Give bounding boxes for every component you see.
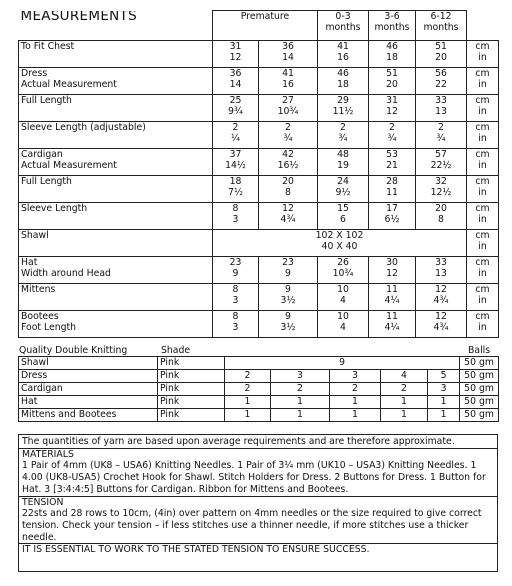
value-cell: 9 3½ — [259, 284, 318, 311]
value-cell: 36 14 — [259, 41, 318, 68]
value-cell: 28 11 — [369, 176, 416, 203]
yarn-item: Mittens and Bootees — [19, 409, 158, 422]
yarn-shade: Pink — [158, 409, 225, 422]
ball-count: 1 — [225, 396, 271, 409]
unit-cell: cm in — [467, 257, 499, 284]
unit-cell: cm in — [467, 149, 499, 176]
value-cell: 15 6 — [318, 203, 369, 230]
yarn-item: Dress — [19, 370, 158, 383]
yarn-shade-header: Shade — [161, 345, 191, 356]
ball-count: 4 — [381, 370, 428, 383]
measurement-row — [19, 122, 499, 149]
measurement-row — [19, 149, 499, 176]
value-cell: 11 4¼ — [369, 284, 416, 311]
ball-count: 3 — [428, 383, 460, 396]
yarn-row — [19, 396, 499, 409]
value-cell: 36 14 — [213, 68, 259, 95]
value-cell: 31 12 — [213, 41, 259, 68]
value-cell: 51 20 — [369, 68, 416, 95]
shawl-dimensions: 102 X 102 40 X 40 — [213, 230, 467, 257]
row-label: Dress Actual Measurement — [19, 68, 213, 95]
ball-count: 5 — [428, 370, 460, 383]
unit-cell: cm in — [467, 203, 499, 230]
row-label: Full Length — [19, 176, 213, 203]
tension-text: 22sts and 28 rows to 10cm, (4in) over pattern on 4mm needles or the size required to give correct tension. Check your tension – if less stitches use a thinner needle, if more stitches use a thicker needle. — [22, 508, 482, 543]
yarn-shade: Pink — [158, 370, 225, 383]
value-cell: 12 4¾ — [416, 311, 467, 338]
value-cell: 31 12 — [369, 95, 416, 122]
measurement-row — [19, 311, 499, 338]
unit-cell: cm in — [467, 284, 499, 311]
yarn-shade: Pink — [158, 383, 225, 396]
ball-count: 2 — [225, 370, 271, 383]
yarn-table — [18, 356, 499, 422]
value-cell: 2 ¾ — [416, 122, 467, 149]
ball-weight: 50 gm — [460, 409, 499, 422]
unit-cell: cm in — [467, 68, 499, 95]
essential-note: IT IS ESSENTIAL TO WORK TO THE STATED TENSION TO ENSURE SUCCESS. — [19, 543, 497, 556]
ball-count: 1 — [330, 396, 381, 409]
ball-weight: 50 gm — [460, 396, 499, 409]
value-cell: 8 3 — [213, 284, 259, 311]
ball-count: 3 — [271, 370, 330, 383]
value-cell: 10 4 — [318, 284, 369, 311]
ball-count: 2 — [381, 383, 428, 396]
value-cell: 17 6½ — [369, 203, 416, 230]
value-cell: 42 16½ — [259, 149, 318, 176]
yarn-row — [19, 370, 499, 383]
header-premature: Premature — [213, 11, 318, 41]
value-cell: 8 3 — [213, 203, 259, 230]
unit-cell: cm in — [467, 95, 499, 122]
quantities-note: The quantities of yarn are based upon average requirements and are therefore approximate. — [22, 436, 455, 447]
value-cell: 33 13 — [416, 257, 467, 284]
value-cell: 51 20 — [416, 41, 467, 68]
value-cell: 23 9 — [213, 257, 259, 284]
value-cell: 25 9¾ — [213, 95, 259, 122]
ball-weight: 50 gm — [460, 383, 499, 396]
value-cell: 12 4¾ — [259, 203, 318, 230]
value-cell: 48 19 — [318, 149, 369, 176]
ball-count: 9 — [225, 357, 460, 370]
yarn-shade: Pink — [158, 396, 225, 409]
measurement-row — [19, 41, 499, 68]
value-cell: 23 9 — [259, 257, 318, 284]
unit-cell: cm in — [467, 311, 499, 338]
measurement-row — [19, 284, 499, 311]
ball-count: 1 — [271, 409, 330, 422]
materials-text: 1 Pair of 4mm (UK8 – USA6) Knitting Needles. 1 Pair of 3¼ mm (UK10 – USA3) Knitting Needles. 1 4.00 (UK8-USA5) Crochet Hook for Shawl. Stitch Holders for Dress. 2 Buttons for Dress. 1 Button for Hat. 3 [3:4:4:5] Buttons for Cardigan. Ribbon for Mittens and Bootees. — [22, 460, 486, 495]
value-cell: 37 14½ — [213, 149, 259, 176]
ball-count: 1 — [225, 409, 271, 422]
header-3-6-months: 3-6 months — [369, 11, 416, 41]
measurement-row — [19, 68, 499, 95]
row-label: Sleeve Length (adjustable) — [19, 122, 213, 149]
yarn-shade: Pink — [158, 357, 225, 370]
row-label: Mittens — [19, 284, 213, 311]
value-cell: 20 8 — [259, 176, 318, 203]
row-label: To Fit Chest — [19, 41, 213, 68]
row-label: Bootees Foot Length — [19, 311, 213, 338]
unit-cell: cm in — [467, 176, 499, 203]
value-cell: 24 9½ — [318, 176, 369, 203]
ball-count: 3 — [330, 370, 381, 383]
row-label: Full Length — [19, 95, 213, 122]
header-0-3-months: 0-3 months — [318, 11, 369, 41]
value-cell: 33 13 — [416, 95, 467, 122]
value-cell: 11 4¼ — [369, 311, 416, 338]
measurement-row — [19, 230, 499, 257]
yarn-row — [19, 383, 499, 396]
ball-count: 2 — [330, 383, 381, 396]
ball-count: 1 — [428, 396, 460, 409]
yarn-item: Shawl — [19, 357, 158, 370]
row-label: Hat Width around Head — [19, 257, 213, 284]
measurements-table — [18, 10, 499, 338]
materials-heading: MATERIALS — [19, 448, 497, 461]
ball-weight: 50 gm — [460, 370, 499, 383]
ball-count: 1 — [381, 409, 428, 422]
yarn-item: Hat — [19, 396, 158, 409]
measurement-row — [19, 257, 499, 284]
row-label: Shawl — [19, 230, 213, 257]
row-label: Sleeve Length — [19, 203, 213, 230]
yarn-item: Cardigan — [19, 383, 158, 396]
ball-count: 1 — [330, 409, 381, 422]
yarn-row — [19, 409, 499, 422]
ball-count: 1 — [381, 396, 428, 409]
notes-box — [18, 434, 498, 572]
value-cell: 41 16 — [318, 41, 369, 68]
value-cell: 9 3½ — [259, 311, 318, 338]
ball-count: 1 — [271, 396, 330, 409]
value-cell: 2 ¾ — [259, 122, 318, 149]
yarn-row — [19, 357, 499, 370]
unit-cell: cm in — [467, 230, 499, 257]
row-label: Cardigan Actual Measurement — [19, 149, 213, 176]
value-cell: 32 12½ — [416, 176, 467, 203]
value-cell: 41 16 — [259, 68, 318, 95]
ball-count: 1 — [428, 409, 460, 422]
measurements-title: MEASUREMENTS — [19, 11, 213, 41]
ball-weight: 50 gm — [460, 357, 499, 370]
yarn-quality-label: Quality Double Knitting — [19, 345, 128, 356]
measurement-row — [19, 203, 499, 230]
value-cell: 46 18 — [369, 41, 416, 68]
value-cell: 53 21 — [369, 149, 416, 176]
value-cell: 8 3 — [213, 311, 259, 338]
measurement-row — [19, 95, 499, 122]
value-cell: 12 4¾ — [416, 284, 467, 311]
value-cell: 26 10¾ — [318, 257, 369, 284]
value-cell: 57 22½ — [416, 149, 467, 176]
yarn-balls-header: Balls — [468, 345, 491, 356]
value-cell: 29 11½ — [318, 95, 369, 122]
value-cell: 56 22 — [416, 68, 467, 95]
value-cell: 46 18 — [318, 68, 369, 95]
value-cell: 10 4 — [318, 311, 369, 338]
value-cell: 20 8 — [416, 203, 467, 230]
unit-cell: cm in — [467, 122, 499, 149]
ball-count: 2 — [271, 383, 330, 396]
value-cell: 2 ¾ — [369, 122, 416, 149]
value-cell: 30 12 — [369, 257, 416, 284]
ball-count: 2 — [225, 383, 271, 396]
value-cell: 18 7½ — [213, 176, 259, 203]
header-6-12-months: 6-12 months — [416, 11, 467, 41]
measurement-row — [19, 176, 499, 203]
value-cell: 2 ¼ — [213, 122, 259, 149]
value-cell: 27 10¾ — [259, 95, 318, 122]
value-cell: 2 ¾ — [318, 122, 369, 149]
tension-heading: TENSION — [19, 496, 497, 509]
unit-cell: cm in — [467, 41, 499, 68]
